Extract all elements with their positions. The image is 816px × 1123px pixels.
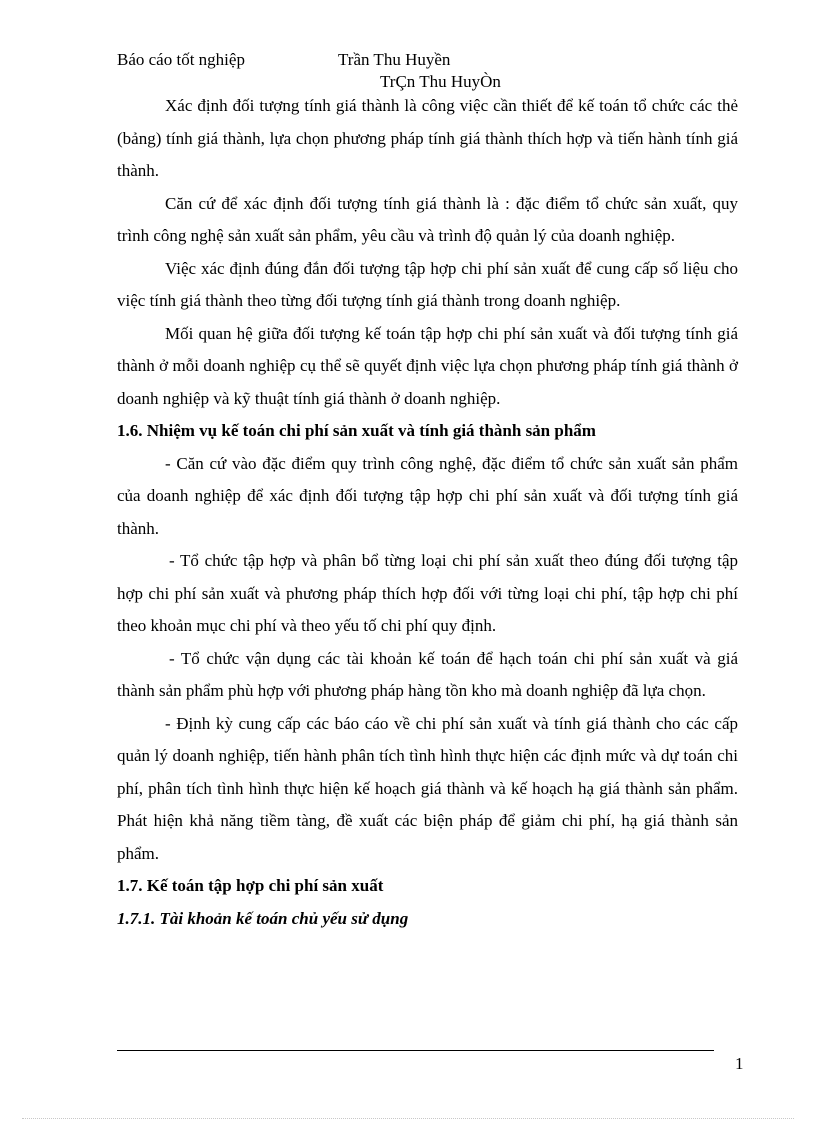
footer-divider xyxy=(117,1050,714,1051)
paragraph: Căn cứ để xác định đối tượng tính giá thành là : đặc điểm tổ chức sản xuất, quy trình công nghệ sản xuất sản phẩm, yêu cầu và trình độ quản lý của doanh nghiệp. xyxy=(117,193,738,245)
paragraph: Mối quan hệ giữa đối tượng kế toán tập hợp chi phí sản xuất và đối tượng tính giá thành ở mỗi doanh nghiệp cụ thể sẽ quyết định việc lựa chọn phương pháp tính giá thành ở doanh nghiệp và kỹ thuật tính giá thành ở doanh nghiệp. xyxy=(117,323,738,408)
list-item: - Tổ chức vận dụng các tài khoản kế toán để hạch toán chi phí sản xuất và giá thành sản phẩm phù hợp với phương pháp hàng tồn kho mà doanh nghiệp đã lựa chọn. xyxy=(117,648,738,700)
page-number: 1 xyxy=(735,1054,744,1073)
header-report-label: Báo cáo tốt nghiệp xyxy=(117,50,245,69)
paragraph: Việc xác định đúng đắn đối tượng tập hợp chi phí sản xuất để cung cấp số liệu cho việc tính giá thành theo từng đối tượng tính giá thành trong doanh nghiệp. xyxy=(117,258,738,310)
header-author: Trần Thu Huyền xyxy=(338,50,451,69)
section-heading-1-7: 1.7. Kế toán tập hợp chi phí sản xuất xyxy=(117,876,384,895)
section-heading-1-6: 1.6. Nhiệm vụ kế toán chi phí sản xuất và tính giá thành sản phẩm xyxy=(117,421,596,440)
header-author-garbled: TrÇn Thu HuyÒn xyxy=(380,72,501,91)
document-body xyxy=(117,90,738,935)
list-item: - Tổ chức tập hợp và phân bổ từng loại chi phí sản xuất theo đúng đối tượng tập hợp chi phí sản xuất và phương pháp thích hợp đối với từng loại chi phí, tập hợp chi phí theo khoản mục chi phí và theo yếu tố chi phí quy định. xyxy=(117,551,738,635)
list-item: - Định kỳ cung cấp các báo cáo về chi phí sản xuất và tính giá thành cho các cấp quản lý doanh nghiệp, tiến hành phân tích tình hình thực hiện các định mức và dự toán chi phí, phân tích tình hình thực hiện kế hoạch giá thành và kế hoạch hạ giá thành sản phẩm. Phát hiện khả năng tiềm tàng, đề xuất các biện pháp để giảm chi phí, hạ giá thành sản phẩm. xyxy=(117,713,738,863)
paragraph: Xác định đối tượng tính giá thành là công việc cần thiết để kế toán tổ chức các thẻ (bảng) tính giá thành, lựa chọn phương pháp tính giá thành thích hợp và tiến hành tính giá thành. xyxy=(117,96,738,180)
page-bottom-border xyxy=(22,1118,794,1119)
list-item: - Căn cứ vào đặc điểm quy trình công nghệ, đặc điểm tổ chức sản xuất sản phẩm của doanh nghiệp để xác định đối tượng tập hợp chi phí sản xuất và đối tượng tính giá thành. xyxy=(117,453,738,538)
subsection-heading-1-7-1: 1.7.1. Tài khoản kế toán chủ yếu sử dụng xyxy=(117,908,409,928)
